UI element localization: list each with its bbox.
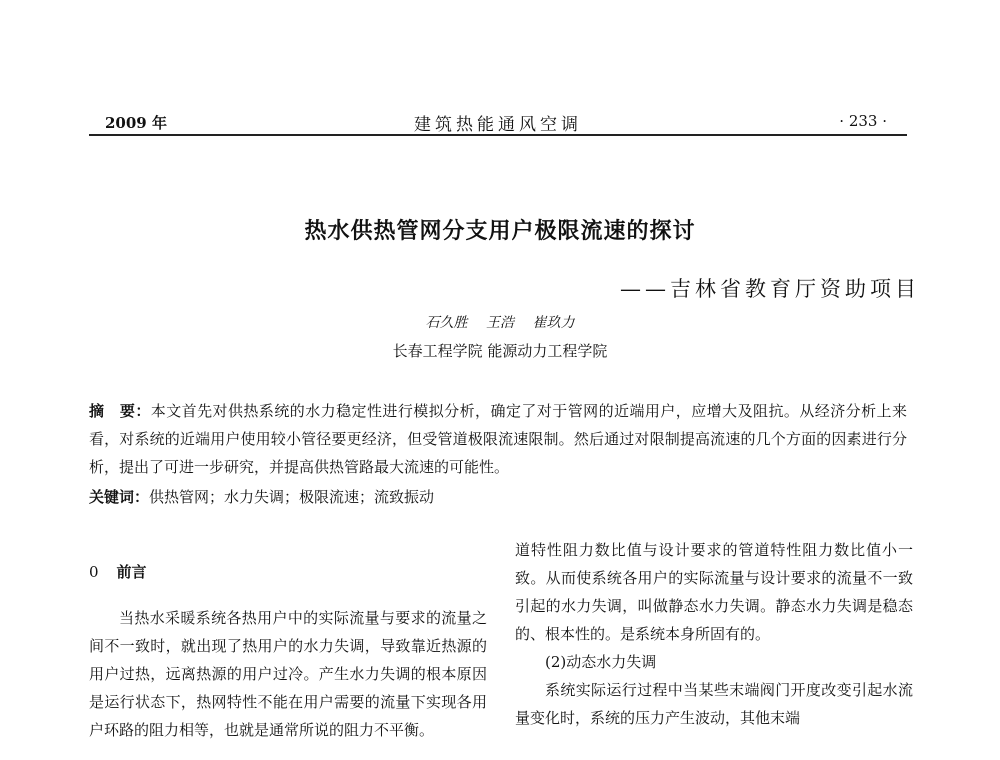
- abstract-text: 本文首先对供热系统的水力稳定性进行模拟分析，确定了对于管网的近端用户，应增大及阻抗。从经济分析上来看，对系统的近端用户使用较小管径要更经济，但受管道极限流速限制。然后通过对限制提高流速的几个方面的因素进行分析，提出了可进一步研究，并提高供热管路最大流速的可能性。: [89, 402, 907, 476]
- running-header: [89, 104, 907, 136]
- section-number: 0: [89, 563, 99, 581]
- article-affiliation: 长春工程学院 能源动力工程学院: [392, 342, 608, 360]
- article-title: 热水供热管网分支用户极限流速的探讨: [304, 218, 696, 244]
- article-authors: 石久胜 王浩 崔玖力: [425, 315, 575, 331]
- right-subheading: (2)动态水力失调: [545, 653, 657, 671]
- header-year: 2009 年: [105, 114, 167, 132]
- section-title: 前言: [116, 563, 147, 581]
- abstract: [89, 397, 907, 481]
- right-paragraph-1: 道特性阻力数比值与设计要求的管道特性阻力数比值小一致。从而使系统各用户的实际流量与设计要求的流量不一致引起的水力失调，叫做静态水力失调。静态水力失调是稳态的、根本性的。是系统本身所固有的。: [515, 541, 913, 643]
- keywords-label: 关键词：: [89, 488, 150, 506]
- intro-paragraph: 当热水采暖系统各热用户中的实际流量与要求的流量之间不一致时，就出现了热用户的水力失调，导致靠近热源的用户过热，远离热源的用户过冷。产生水力失调的根本原因是运行状态下，热网特性不能在用户需要的流量下实现各用户环路的阻力相等，也就是通常所说的阻力不平衡。: [89, 609, 487, 739]
- keywords: [89, 483, 907, 511]
- right-column: [515, 536, 913, 732]
- article-subtitle: ——吉林省教育厅资助项目: [620, 277, 920, 301]
- header-page-number: · 233 ·: [839, 112, 887, 130]
- header-journal-name: 建筑热能通风空调: [414, 115, 582, 135]
- section-heading: [89, 558, 487, 586]
- left-column: [89, 558, 487, 744]
- keywords-text: 供热管网；水力失调；极限流速；流致振动: [149, 488, 435, 506]
- right-paragraph-2: 系统实际运行过程中当某些末端阀门开度改变引起水流量变化时，系统的压力产生波动，其他末端: [515, 681, 913, 727]
- abstract-label: 摘 要：: [89, 402, 151, 420]
